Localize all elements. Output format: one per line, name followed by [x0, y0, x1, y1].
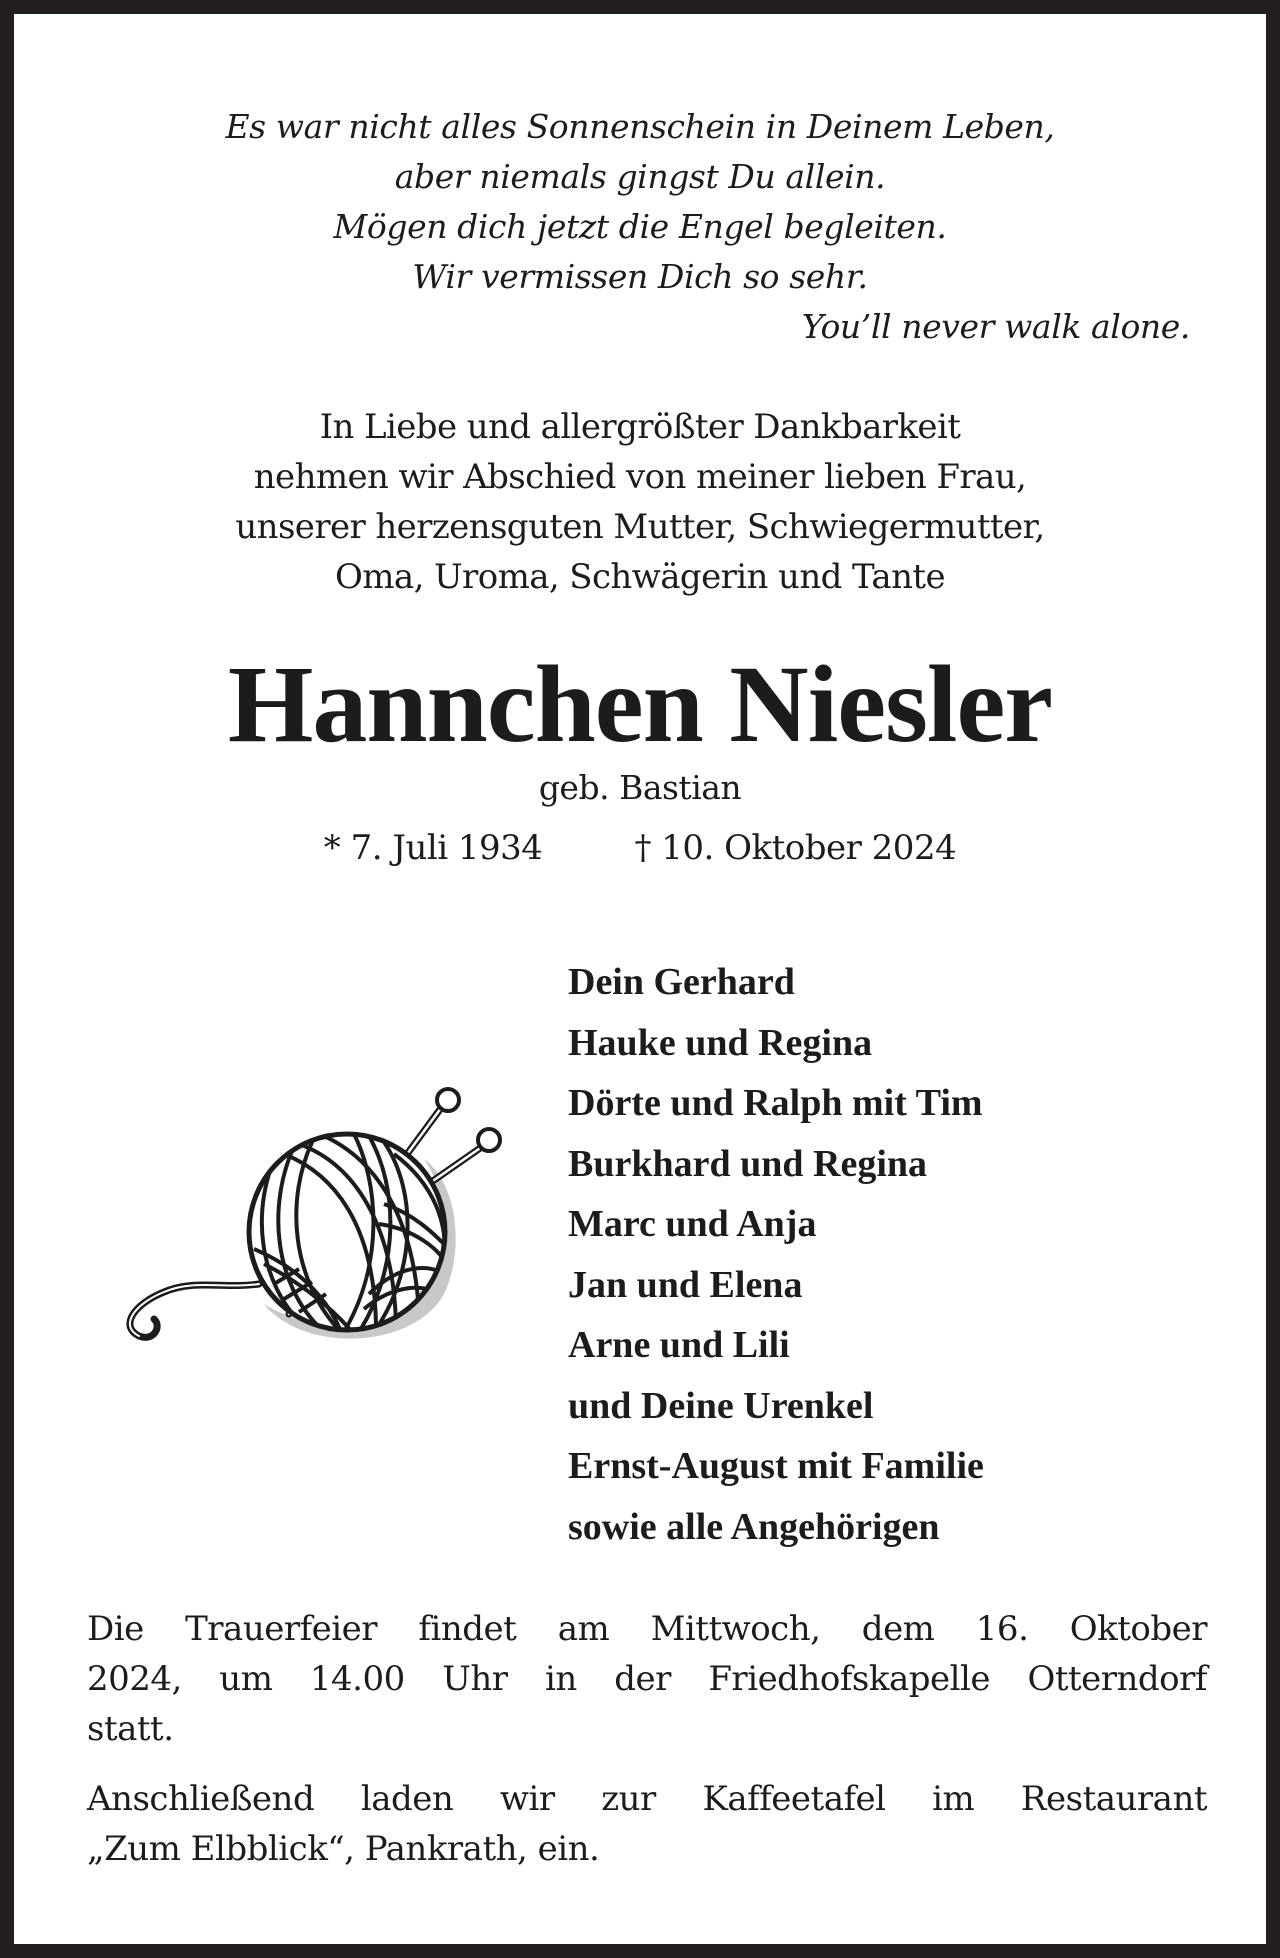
intro-line: In Liebe und allergrößter Dankbarkeit — [319, 407, 961, 447]
mourner-entry: Arne und Lili — [568, 1324, 790, 1366]
birth-date: * 7. Juli 1934 — [323, 828, 543, 868]
mourner-entry: Hauke und Regina — [568, 1021, 873, 1064]
poem-line: Mögen dich jetzt die Engel begleiten. — [333, 207, 947, 246]
death-date: † 10. Oktober 2024 — [634, 828, 957, 868]
poem-verse — [14, 102, 1266, 352]
intro-line: Oma, Uroma, Schwägerin und Tante — [335, 557, 945, 597]
poem-line: Wir vermissen Dich so sehr. — [412, 257, 868, 296]
mourner-entry: und Deine Urenkel — [568, 1384, 874, 1427]
poem-line-closing: You’ll never walk alone. — [801, 307, 1190, 346]
reception-line: „Zum Elbblick“, Pankrath, ein. — [87, 1829, 600, 1869]
intro-line: nehmen wir Abschied von meiner lieben Frau, — [253, 457, 1027, 497]
mourners-list — [568, 952, 984, 1557]
service-line: statt. — [87, 1709, 174, 1749]
mourner-entry: Jan und Elena — [568, 1263, 803, 1306]
mourner-entry: Ernst-August mit Familie — [568, 1445, 984, 1487]
service-line: Die Trauerfeier findet am Mittwoch, dem 16. Oktober — [87, 1609, 1207, 1649]
funeral-service-notice — [87, 1604, 1207, 1754]
obituary-card — [14, 14, 1266, 1944]
yarn-ball-with-knitting-needles-icon — [114, 1064, 514, 1364]
reception-notice — [87, 1774, 1207, 1874]
intro-line: unserer herzensguten Mutter, Schwiegermutter, — [235, 507, 1045, 547]
service-line: 2024, um 14.00 Uhr in der Friedhofskapelle Otterndorf — [87, 1659, 1207, 1699]
mourner-entry: sowie alle Angehörigen — [568, 1505, 940, 1548]
reception-line: Anschließend laden wir zur Kaffeetafel im Restaurant — [87, 1779, 1207, 1819]
mourner-entry: Dein Gerhard — [568, 961, 795, 1003]
farewell-intro — [14, 402, 1266, 602]
mourner-entry: Dörte und Ralph mit Tim — [568, 1082, 983, 1124]
maiden-name: geb. Bastian — [538, 768, 742, 807]
mourner-entry: Burkhard und Regina — [568, 1142, 928, 1185]
mourner-entry: Marc und Anja — [568, 1203, 817, 1245]
poem-line: Es war nicht alles Sonnenschein in Deinem Leben, — [225, 107, 1055, 146]
deceased-name: Hannchen Niesler — [227, 643, 1053, 765]
life-dates — [14, 826, 1266, 870]
poem-line: aber niemals gingst Du allein. — [394, 157, 886, 196]
